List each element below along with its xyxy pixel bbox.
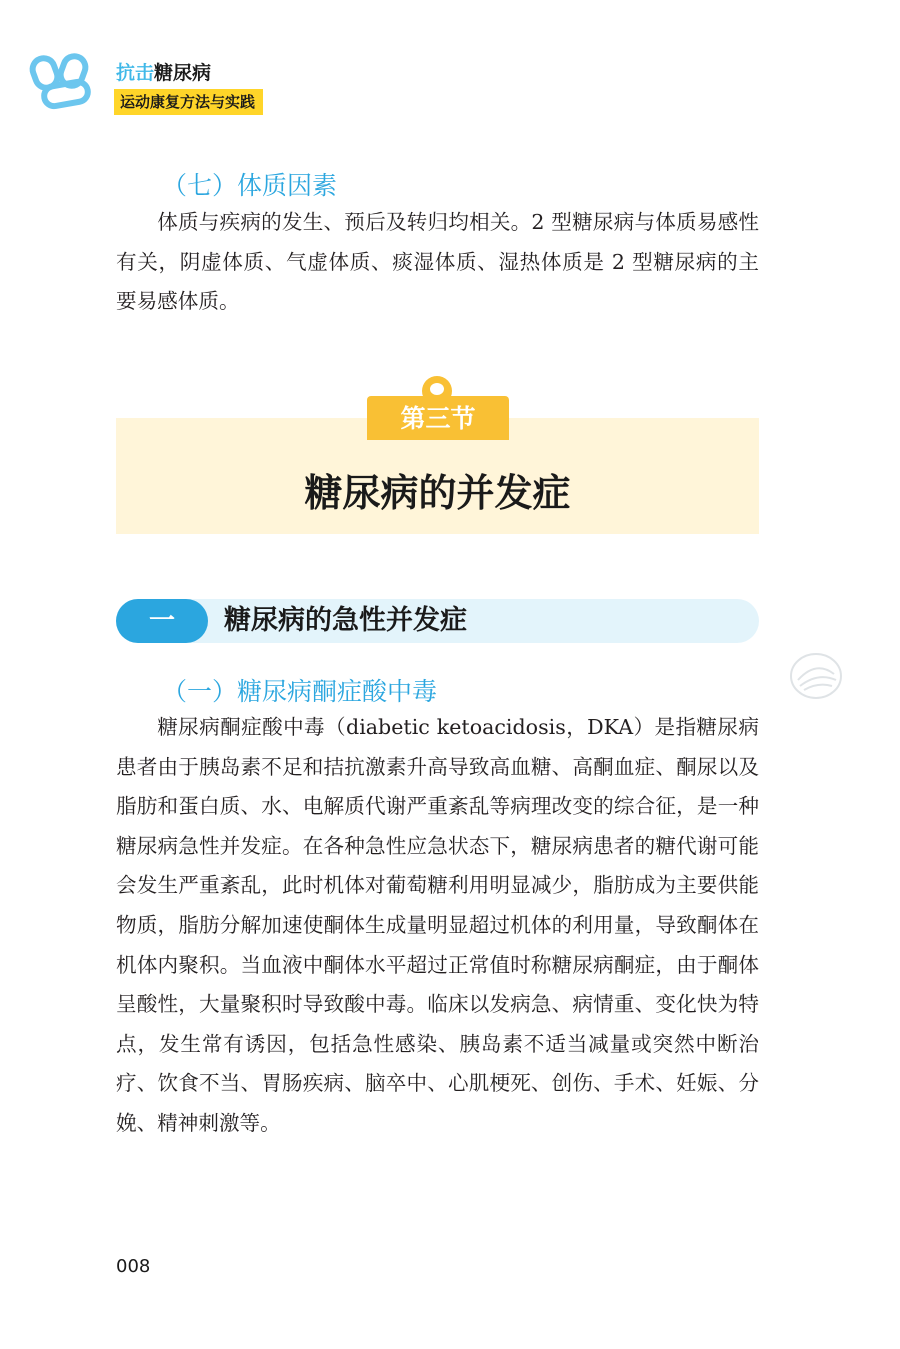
section-title: 糖尿病的并发症 [304, 471, 571, 515]
pills-logo-icon [28, 48, 108, 118]
page-number: 008 [116, 1256, 151, 1277]
topic-title: 糖尿病的急性并发症 [224, 605, 467, 636]
book-title: 抗击糖尿病 [116, 62, 212, 84]
tag-hole [430, 383, 444, 395]
constitution-heading: （七）体质因素 [162, 171, 338, 200]
section-label: 第三节 [400, 404, 476, 433]
constitution-paragraph: 体质与疾病的发生、预后及转归均相关。2 型糖尿病与体质易感性有关，阴虚体质、气虚体质、痰湿体质、湿热体质是 2 型糖尿病的主要易感体质。 [116, 210, 759, 314]
dka-paragraph: 糖尿病酮症酸中毒（diabetic ketoacidosis，DKA）是指糖尿病患者由于胰岛素不足和拮抗激素升高导致高血糖、高酮血症、酮尿以及脂肪和蛋白质、水、电解质代谢严重紊乱等病理改变的综合征，是一种糖尿病急性并发症。在各种急性应急状态下，糖尿病患者的糖代谢可能会发生严重紊乱，此时机体对葡萄糖利用明显减少，脂肪成为主要供能物质，脂肪分解加速使酮体生成量明显超过机体的利用量，导致酮体在机体内聚积。当血液中酮体水平超过正常值时称糖尿病酮症，由于酮体呈酸性，大量聚积时导致酸中毒。临床以发病急、病情重、变化快为特点，发生常有诱因，包括急性感染、胰岛素不适当减量或突然中断治疗、饮食不当、胃肠疾病、脑卒中、心肌梗死、创伤、手术、妊娠、分娩、精神刺激等。 [116, 715, 759, 1135]
dka-heading: （一）糖尿病酮症酸中毒 [162, 677, 438, 706]
book-subtitle: 运动康复方法与实践 [114, 89, 263, 115]
topic-number: 一 [148, 606, 175, 636]
watermark-icon [788, 650, 844, 702]
